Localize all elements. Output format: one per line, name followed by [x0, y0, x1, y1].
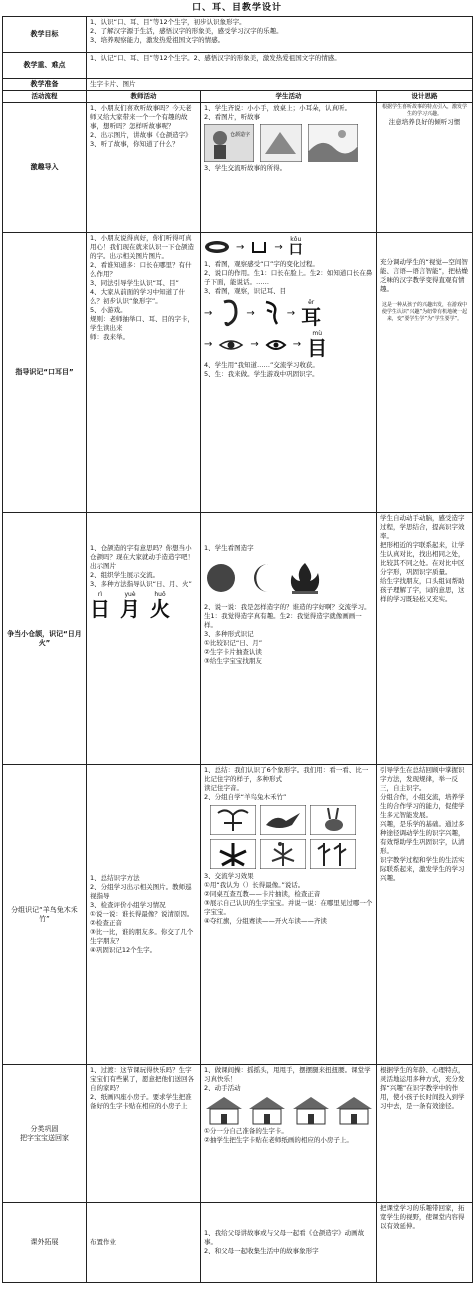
pinyin-mu: mù: [312, 330, 322, 337]
table-row: [3, 513, 473, 765]
student-line: ①用“我认为（）长得最像。”说话。: [204, 881, 305, 889]
goal-3: 3、培养观察能力，激发热爱祖国文字的情感。: [90, 36, 225, 44]
teacher-line: ③比一比，谁的朋友多。你交了几个生字朋友？: [90, 928, 194, 945]
eye-picture: [218, 337, 244, 353]
col-header-flow: 活动流程: [3, 91, 87, 103]
teacher-line: 5、小游戏。: [90, 306, 127, 314]
pinyin-yue: yuè: [124, 591, 136, 598]
er-char-box: [301, 299, 321, 328]
design-cell: [377, 765, 473, 1065]
col-header-student: 学生活动: [201, 91, 377, 103]
student-line: 1、看图，观察感受“口”字的变化过程。: [204, 260, 319, 268]
student-line: 1、学生齐说：小小手，放桌上；小耳朵，认真听。: [204, 104, 352, 112]
ear-picture: [218, 298, 240, 328]
teacher-line: 1、小朋友说得真好，你们听得可真用心！我们现在就来认识一下仓颉造的字。出示相关图片图片。: [90, 234, 194, 260]
teacher-line: 2、看谁知道多：口长在哪里？有什么作用？: [90, 261, 192, 278]
student-line: 1、学生看图造字: [204, 544, 254, 552]
teacher-cell: [87, 103, 201, 233]
moon-picture: [248, 561, 278, 595]
pinyin-kou: kǒu: [290, 236, 302, 243]
ri-char-box: [90, 591, 110, 620]
landscape-picture: [308, 124, 358, 162]
student-line: ③给生字宝宝找朋友: [204, 657, 262, 665]
teacher-line: 师：我来举。: [90, 333, 129, 341]
kou-evolution: [204, 236, 373, 258]
ri-yue-huo-chars: [90, 591, 197, 620]
design-line: 识字教学过程和学生的生活实际联系起来，激发学生的学习兴趣。: [380, 856, 465, 882]
pic-caption: 仓颉造字: [230, 132, 251, 138]
teacher-line: 布置作业: [90, 1238, 116, 1246]
char-ri: 日: [90, 597, 110, 621]
teacher-cell: [87, 1203, 201, 1283]
table-row: [3, 1065, 473, 1203]
student-line: ③展示自己认识的生字宝宝。并说一说：在哪里见过哪一个字宝宝。: [204, 899, 373, 916]
teacher-line: 3、检查评价小组学习情况: [90, 901, 166, 909]
design-line: 这是一种从孩子的兴趣出发，在游戏中使学生认识“兴趣”为纽带有机地统一起来，变“要学生学”为“学生要学”。: [381, 302, 468, 322]
student-line: 3、学生交流听故事的所得。: [204, 164, 287, 172]
student-line: 1、做课间操：摇摇头，甩甩手，摆摆腿来扭扭腰。课堂学习真快乐！: [204, 1066, 371, 1083]
arrow-icon: →: [292, 339, 302, 350]
er-evolution: [204, 298, 373, 328]
table-row: [3, 103, 473, 233]
house-picture: [204, 1095, 243, 1125]
prep-label: 教学准备: [3, 79, 87, 91]
arrow-icon: →: [274, 241, 283, 253]
student-cell: [201, 103, 377, 233]
student-line: ④夺红旗，分组赛读——开火车读——齐读: [204, 917, 327, 925]
student-line: ①分一分自己准备的生字卡。: [204, 1127, 288, 1135]
student-line: 1、我给父母讲故事或与父母一起看《仓颉造字》动画故事。: [204, 1229, 365, 1246]
student-line: 2、说一说：我是怎样造字的？谁造的字好啊？交流学习。: [204, 603, 371, 611]
student-line: 3、交流学习效果: [204, 872, 254, 880]
teacher-line: 3、同法引导学生认识“耳、目”: [90, 279, 179, 287]
lesson-plan-table: [2, 16, 473, 1283]
teacher-line: 3、听了故事，你知道了什么？: [90, 140, 179, 148]
teacher-line: 规则：老师抽举口、耳、目的字卡，学生读出来: [90, 315, 194, 332]
design-line: 把形相近的字联系起来，让学生认真对比，找出相同之处，比较其不同之处。在对比中区分字形，巩固识字质量。: [380, 541, 465, 576]
teacher-cell: [87, 233, 201, 513]
yue-char-box: [120, 591, 140, 620]
teacher-line: 1、总结识字方法: [90, 874, 140, 882]
design-line: 学生自动动手动脑，感受造字过程，学思结合，提高识字效率。: [380, 514, 465, 540]
goal-1: 1、认识“口、耳、目”等12个生字，初步认识象形字。: [90, 18, 246, 26]
prep-text: 生字卡片、图片: [87, 79, 473, 91]
student-cell: [201, 1203, 377, 1283]
teacher-line: 1、小朋友们喜欢听故事吗？今天老师又给大家带来一个一个有趣的故事，想听吗？怎样听故事呢？: [90, 104, 192, 130]
student-line: 1、总结：我们认识了6个象形字。我们用：看一看、比一比记住字的样子，多种形式: [204, 766, 369, 783]
student-line: 5、生：我来做。学生游戏中巩固识字。: [204, 370, 319, 378]
flow-cell: 课外拓展: [3, 1203, 87, 1283]
teacher-line: 1、仓颉造的字有意思吗？你想当小仓颉吗？现在大家就动手造造字吧！出示图片: [90, 544, 194, 570]
arrow-icon: →: [236, 241, 245, 253]
student-line: ②同桌互查互教——卡片抽读，检查正音: [204, 890, 321, 898]
student-line: 2、和父母一起收集生活中的故事象形字: [204, 1247, 319, 1255]
teacher-line: ①说一说：谁长得最像？说清原因。: [90, 910, 194, 918]
mouth-picture: [204, 239, 230, 255]
goals-label: 教学目标: [3, 17, 87, 53]
sheep-picture: [210, 805, 256, 835]
key-label: 教学重、难点: [3, 53, 87, 79]
design-cell: [377, 1203, 473, 1283]
student-cell: [201, 765, 377, 1065]
huo-char-box: [150, 591, 170, 620]
bird-picture: [260, 805, 306, 835]
arrow-icon: →: [250, 339, 259, 350]
student-line: 2、动手活动: [204, 1084, 241, 1092]
design-line: 给生字找朋友，口头组词帮助孩子理解了字，词的意思，这样的学习既轻松又充实。: [380, 577, 465, 603]
flow-cell: 激趣导入: [3, 103, 87, 233]
ancient-er-glyph: [261, 298, 281, 328]
doc-title: 口、耳、目教学设计: [191, 3, 282, 13]
ancient-mu-glyph: [265, 336, 287, 354]
design-line: 把课堂学习的乐趣带回家，拓宽学生的视野，使课堂内容得以有效延伸。: [380, 1204, 465, 1230]
student-line: 2、分组自学“羊鸟兔木禾竹”: [204, 793, 287, 801]
house-picture: [334, 1095, 373, 1125]
student-line: ①比较识记“日、月”: [204, 639, 263, 647]
grain-picture: [260, 839, 306, 869]
tree-picture: [210, 839, 256, 869]
flow-cell: 分组识记“羊鸟兔木禾竹”: [3, 765, 87, 1065]
flow-cell: 指导识记“口耳目”: [3, 233, 87, 513]
goal-2: 2、了解汉字源于生活，感悟汉字的形象美，感受学习汉字的乐趣。: [90, 27, 283, 35]
arrow-icon: →: [246, 307, 255, 319]
arrow-icon: →: [204, 307, 213, 319]
pinyin-huo: huǒ: [154, 591, 166, 598]
student-line: ②生字卡片抽查认读: [204, 648, 262, 656]
house-picture: [291, 1095, 330, 1125]
teacher-line: ②检查正音: [90, 919, 122, 927]
teacher-cell: [87, 513, 201, 765]
teacher-line: 2、出示图片，讲故事《仓颉造字》: [90, 131, 192, 139]
sun-moon-fire-pictures: [204, 561, 373, 595]
arrow-icon: →: [204, 339, 213, 350]
rabbit-picture: [310, 805, 356, 835]
table-row: [3, 233, 473, 513]
cangjie-story-picture: [204, 124, 254, 162]
student-line: 生1：我觉得造字真有趣。生2：我觉得造字就像画画一样。: [204, 612, 362, 629]
student-line: 3、看图，观察，识记耳、目: [204, 287, 287, 295]
col-header-teacher: 教师活动: [87, 91, 201, 103]
pinyin-ri: rì: [97, 591, 103, 598]
house-picture: [247, 1095, 286, 1125]
student-cell: [201, 233, 377, 513]
teacher-line: 2、分组学习出示相关图片。教师巡视指导: [90, 883, 192, 900]
student-line: 4、学生用“我知道……”交流学习收获。: [204, 361, 319, 369]
design-cell: [377, 1065, 473, 1203]
design-line: 分组合作，小组交流，培养学生的合作学习的能力，促使学生多元智能发展。: [380, 793, 465, 819]
table-row: [3, 1203, 473, 1283]
teacher-line: 2、组织学生展示交流。: [90, 571, 160, 579]
char-yue: 月: [120, 597, 140, 621]
teacher-line: ④巩固识记12个生字。: [90, 946, 157, 954]
teacher-cell: [87, 1065, 201, 1203]
fire-picture: [288, 561, 322, 595]
ancient-kou-glyph: [250, 239, 268, 255]
story-pictures: [204, 124, 373, 162]
houses-pictures: [204, 1095, 373, 1125]
kou-char-box: [289, 236, 303, 258]
design-line: 引导学生在总结回顾中掌握识字方法，发现规律，举一反三，自主识字。: [380, 766, 465, 792]
design-cell: [377, 233, 473, 513]
student-cell: [201, 1065, 377, 1203]
bamboo-picture: [310, 839, 356, 869]
design-line: 根据学生的年龄、心理特点，灵活地运用多种方式，充分发挥“兴趣”在识字教学中的作用，使小孩子长时间投入到学习中去，是一条有效途径。: [380, 1066, 465, 1110]
student-line: 2、看图片，听故事: [204, 113, 261, 121]
design-line: 充分调动学生的“视觉—空间智能、言语—语言智能”，把枯燥乏味的汉字教学变得直观有情趣。: [380, 258, 468, 293]
teacher-line: 2、纸画四座小房子。要求学生把准备好的生字卡贴在相应的小房子上: [90, 1093, 192, 1110]
char-er: 耳: [301, 304, 322, 329]
col-header-design: 设计思路: [377, 91, 473, 103]
sun-picture: [204, 561, 238, 595]
mu-char-box: [307, 330, 327, 359]
char-huo: 火: [150, 597, 170, 621]
student-cell: [201, 513, 377, 765]
flow-cell: 争当小仓颉，识记“日月火”: [3, 513, 87, 765]
teacher-line: 3、多种方法指导认识“日、月、火”: [90, 580, 192, 588]
goals-cell: [87, 17, 473, 53]
ancient-picture: [260, 124, 302, 162]
design-cell: [377, 103, 473, 233]
student-line: 2、说口的作用。生1：口长在脸上。生2：如知道口长在鼻子下面，能说话。……: [204, 269, 373, 286]
teacher-line: 4、大家从前面的学习中知道了什么？初步认识“象形字”。: [90, 288, 186, 305]
pinyin-er: ěr: [308, 298, 315, 306]
six-pictographs-grid: [210, 805, 373, 869]
design-line: 注意培养良好的倾听习惯: [388, 118, 461, 126]
table-row: [3, 765, 473, 1065]
arrow-icon: →: [286, 307, 296, 319]
design-line: 兴趣，是乐学的基础。通过多种途径调动学生的识字兴趣，有效帮助学生巩固识字，认清形。: [380, 820, 465, 855]
char-mu: 目: [307, 336, 328, 360]
student-line: 读记住字音。: [204, 784, 243, 792]
char-kou: 口: [288, 242, 303, 258]
teacher-line: 1、过渡：这节课玩得快乐吗？生字宝宝们有些累了，愿意把他们送回各自的家吗？: [90, 1066, 194, 1092]
design-cell: [377, 513, 473, 765]
design-line: 根据学生喜听故事的特点引入，激发学生的学习兴趣。: [381, 104, 467, 117]
flow-cell: 分类巩固 把字宝宝送回家: [3, 1065, 87, 1203]
teacher-cell: [87, 765, 201, 1065]
student-line: ②抽学生把生字卡贴在老师纸画的相应的小房子上。: [204, 1136, 353, 1144]
mu-evolution: [204, 330, 373, 359]
student-line: 3、多种形式识记: [204, 630, 254, 638]
key-text: 1、认记“口、耳、目”等12个生字。2、感悟汉字的形象美，激发热爱祖国文字的情感。: [87, 53, 473, 79]
